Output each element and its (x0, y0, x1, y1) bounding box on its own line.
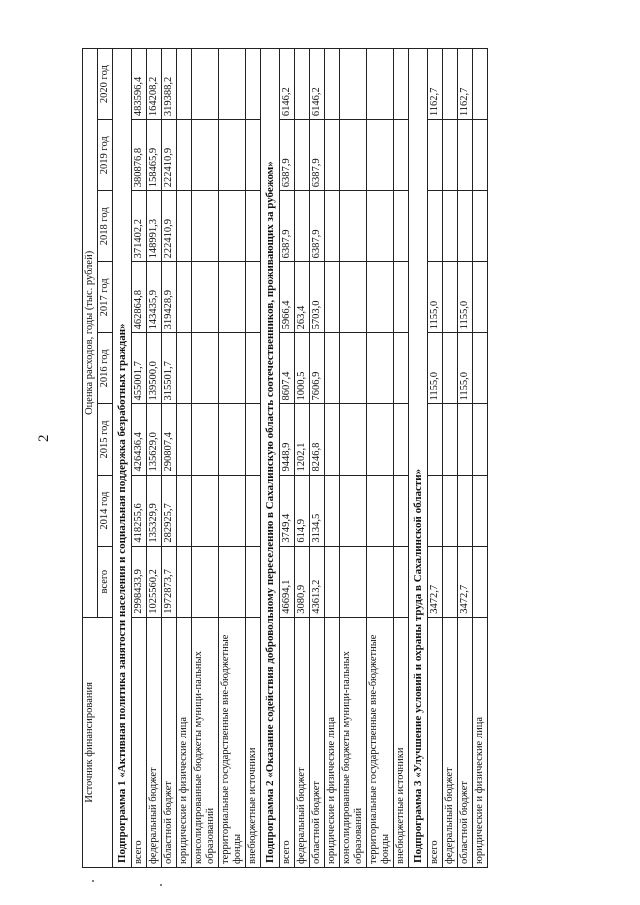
value-cell: 1155,0 (428, 333, 443, 404)
value-cell (219, 262, 246, 333)
value-cell: 6146,2 (310, 49, 325, 120)
value-cell (340, 333, 367, 404)
table-row (367, 49, 394, 868)
value-cell (219, 191, 246, 262)
table-row (132, 49, 147, 868)
table-row (246, 49, 261, 868)
table-row (219, 49, 246, 868)
table-row (443, 49, 458, 868)
row-label: федеральный бюджет (443, 617, 458, 867)
table-row (192, 49, 219, 868)
value-cell: 5703,0 (310, 262, 325, 333)
value-cell (473, 191, 488, 262)
value-cell (340, 49, 367, 120)
table-row (473, 49, 488, 868)
value-cell (295, 191, 310, 262)
value-cell (192, 546, 219, 617)
value-cell: 426436,4 (132, 404, 147, 475)
value-cell: 8607,4 (280, 333, 295, 404)
value-cell (246, 49, 261, 120)
value-cell: 8246,8 (310, 404, 325, 475)
section-title: Подпрограмма 1 «Активная политика занятости населения и социальная поддержка безработных граждан» (113, 49, 132, 868)
value-cell (246, 404, 261, 475)
value-cell (394, 546, 409, 617)
value-cell (443, 475, 458, 546)
financing-table-wrapper (82, 48, 488, 868)
value-cell (473, 49, 488, 120)
value-cell (394, 49, 409, 120)
value-cell (177, 404, 192, 475)
scan-speck (160, 884, 162, 886)
row-label: консолидированные бюджеты муници-пальных образований (192, 617, 219, 867)
source-header: Источник финансирования (83, 617, 113, 867)
value-cell (394, 262, 409, 333)
row-label: федеральный бюджет (295, 617, 310, 867)
value-cell (458, 120, 473, 191)
value-cell: 1155,0 (458, 333, 473, 404)
value-cell: 371402,2 (132, 191, 147, 262)
value-cell (394, 333, 409, 404)
value-cell: 3472,7 (428, 546, 443, 617)
value-cell: 2998433,9 (132, 546, 147, 617)
value-cell: 315501,7 (162, 333, 177, 404)
value-cell (325, 333, 340, 404)
value-cell: 1025560,2 (147, 546, 162, 617)
value-cell (325, 546, 340, 617)
row-label: всего (428, 617, 443, 867)
row-label: юридические и физические лица (473, 617, 488, 867)
table-row (295, 49, 310, 868)
value-cell (443, 49, 458, 120)
col-header-total: всего (98, 546, 113, 617)
value-cell: 9448,9 (280, 404, 295, 475)
value-cell (177, 546, 192, 617)
value-cell (295, 49, 310, 120)
value-cell (325, 120, 340, 191)
value-cell (340, 120, 367, 191)
value-cell (367, 262, 394, 333)
value-cell: 3134,5 (310, 475, 325, 546)
value-cell: 1162,7 (458, 49, 473, 120)
value-cell: 380876,8 (132, 120, 147, 191)
value-cell (367, 333, 394, 404)
value-cell: 3749,4 (280, 475, 295, 546)
row-label: областной бюджет (458, 617, 473, 867)
value-cell: 6387,9 (280, 191, 295, 262)
value-cell (219, 404, 246, 475)
value-cell: 6387,9 (310, 120, 325, 191)
value-cell (192, 262, 219, 333)
value-cell (367, 404, 394, 475)
table-row (280, 49, 295, 868)
value-cell (473, 404, 488, 475)
row-label: федеральный бюджет (147, 617, 162, 867)
row-label: областной бюджет (162, 617, 177, 867)
value-cell (428, 120, 443, 191)
value-cell (443, 262, 458, 333)
value-cell (177, 262, 192, 333)
value-cell: 5966,4 (280, 262, 295, 333)
value-cell: 46694,1 (280, 546, 295, 617)
value-cell: 455001,7 (132, 333, 147, 404)
value-cell (246, 475, 261, 546)
value-cell (192, 49, 219, 120)
value-cell (325, 49, 340, 120)
col-header-2018: 2018 год (98, 191, 113, 262)
row-label: юридические и физические лица (177, 617, 192, 867)
scan-speck (92, 880, 94, 882)
value-cell (473, 120, 488, 191)
value-cell (219, 49, 246, 120)
value-cell: 3472,7 (458, 546, 473, 617)
value-cell (219, 333, 246, 404)
value-cell: 3080,9 (295, 546, 310, 617)
value-cell: 135629,0 (147, 404, 162, 475)
row-label: консолидированные бюджеты муници-пальных образований (340, 617, 367, 867)
value-cell (192, 404, 219, 475)
value-cell (458, 475, 473, 546)
value-cell (219, 475, 246, 546)
value-cell (394, 404, 409, 475)
row-label: внебюджетные источники (246, 617, 261, 867)
value-cell: 263,4 (295, 262, 310, 333)
value-cell: 43613,2 (310, 546, 325, 617)
value-cell (367, 120, 394, 191)
row-label: территориальные государственные вне-бюджетные фонды (367, 617, 394, 867)
value-cell (473, 333, 488, 404)
value-cell: 222410,9 (162, 191, 177, 262)
section-row (409, 49, 428, 868)
value-cell (325, 475, 340, 546)
section-row (113, 49, 132, 868)
value-cell: 6387,9 (280, 120, 295, 191)
row-label: внебюджетные источники (394, 617, 409, 867)
table-row (177, 49, 192, 868)
value-cell (192, 475, 219, 546)
table-header (83, 49, 113, 868)
value-cell: 319388,2 (162, 49, 177, 120)
row-label: территориальные государственные вне-бюджетные фонды (219, 617, 246, 867)
value-cell (458, 191, 473, 262)
row-label: всего (132, 617, 147, 867)
value-cell (219, 546, 246, 617)
value-cell: 483596,4 (132, 49, 147, 120)
section-title: Подпрограмма 2 «Оказание содействия добровольному переселению в Сахалинскую область соотечественников, проживающих за рубежом» (261, 49, 280, 868)
table-row (340, 49, 367, 868)
value-cell (246, 120, 261, 191)
value-cell (325, 191, 340, 262)
value-cell (295, 120, 310, 191)
value-cell (246, 262, 261, 333)
value-cell (367, 475, 394, 546)
value-cell (473, 475, 488, 546)
value-cell (367, 49, 394, 120)
table-row (458, 49, 473, 868)
value-cell: 614,9 (295, 475, 310, 546)
value-cell (443, 546, 458, 617)
value-cell: 139500,0 (147, 333, 162, 404)
value-cell (192, 191, 219, 262)
value-cell: 6387,9 (310, 191, 325, 262)
value-cell (443, 191, 458, 262)
value-cell (340, 191, 367, 262)
table-row (147, 49, 162, 868)
value-cell: 143435,9 (147, 262, 162, 333)
value-cell (340, 475, 367, 546)
col-header-2017: 2017 год (98, 262, 113, 333)
page-number: 2 (36, 434, 52, 442)
value-cell: 1000,5 (295, 333, 310, 404)
value-cell (246, 546, 261, 617)
value-cell (473, 546, 488, 617)
value-cell: 1162,7 (428, 49, 443, 120)
section-title: Подпрограмма 3 «Улучшение условий и охраны труда в Сахалинской области» (409, 49, 428, 868)
value-cell: 282925,7 (162, 475, 177, 546)
value-cell: 164208,2 (147, 49, 162, 120)
table-row (428, 49, 443, 868)
value-cell (246, 333, 261, 404)
value-cell (177, 191, 192, 262)
value-cell (473, 262, 488, 333)
value-cell: 1155,0 (428, 262, 443, 333)
col-header-2016: 2016 год (98, 333, 113, 404)
value-cell: 1972873,7 (162, 546, 177, 617)
value-cell: 222410,9 (162, 120, 177, 191)
col-header-2014: 2014 год (98, 475, 113, 546)
estimate-header: Оценка расходов, годы (тыс. рублей) (83, 49, 98, 618)
value-cell (394, 475, 409, 546)
value-cell (428, 475, 443, 546)
value-cell (325, 404, 340, 475)
value-cell: 418255,6 (132, 475, 147, 546)
value-cell (325, 262, 340, 333)
table-row (325, 49, 340, 868)
value-cell (394, 191, 409, 262)
table-row (394, 49, 409, 868)
value-cell (192, 333, 219, 404)
table-row (310, 49, 325, 868)
value-cell (340, 546, 367, 617)
value-cell (340, 262, 367, 333)
financing-table (82, 48, 488, 868)
value-cell: 319428,9 (162, 262, 177, 333)
row-label: юридические и физические лица (325, 617, 340, 867)
value-cell: 1155,0 (458, 262, 473, 333)
col-header-2015: 2015 год (98, 404, 113, 475)
value-cell: 290807,4 (162, 404, 177, 475)
value-cell: 6146,2 (280, 49, 295, 120)
row-label: всего (280, 617, 295, 867)
value-cell (177, 49, 192, 120)
value-cell (443, 333, 458, 404)
value-cell (177, 120, 192, 191)
value-cell (367, 546, 394, 617)
value-cell: 1202,1 (295, 404, 310, 475)
value-cell: 148991,3 (147, 191, 162, 262)
value-cell: 158465,9 (147, 120, 162, 191)
value-cell (428, 404, 443, 475)
table-body (113, 49, 488, 868)
value-cell (177, 475, 192, 546)
col-header-2020: 2020 год (98, 49, 113, 120)
value-cell (443, 120, 458, 191)
value-cell: 7606,9 (310, 333, 325, 404)
value-cell (428, 191, 443, 262)
value-cell (246, 191, 261, 262)
value-cell (458, 404, 473, 475)
value-cell (394, 120, 409, 191)
value-cell: 462864,8 (132, 262, 147, 333)
value-cell (177, 333, 192, 404)
row-label: областной бюджет (310, 617, 325, 867)
table-row (162, 49, 177, 868)
col-header-2019: 2019 год (98, 120, 113, 191)
value-cell (219, 120, 246, 191)
section-row (261, 49, 280, 868)
value-cell (340, 404, 367, 475)
value-cell: 135329,9 (147, 475, 162, 546)
value-cell (443, 404, 458, 475)
value-cell (367, 191, 394, 262)
value-cell (192, 120, 219, 191)
